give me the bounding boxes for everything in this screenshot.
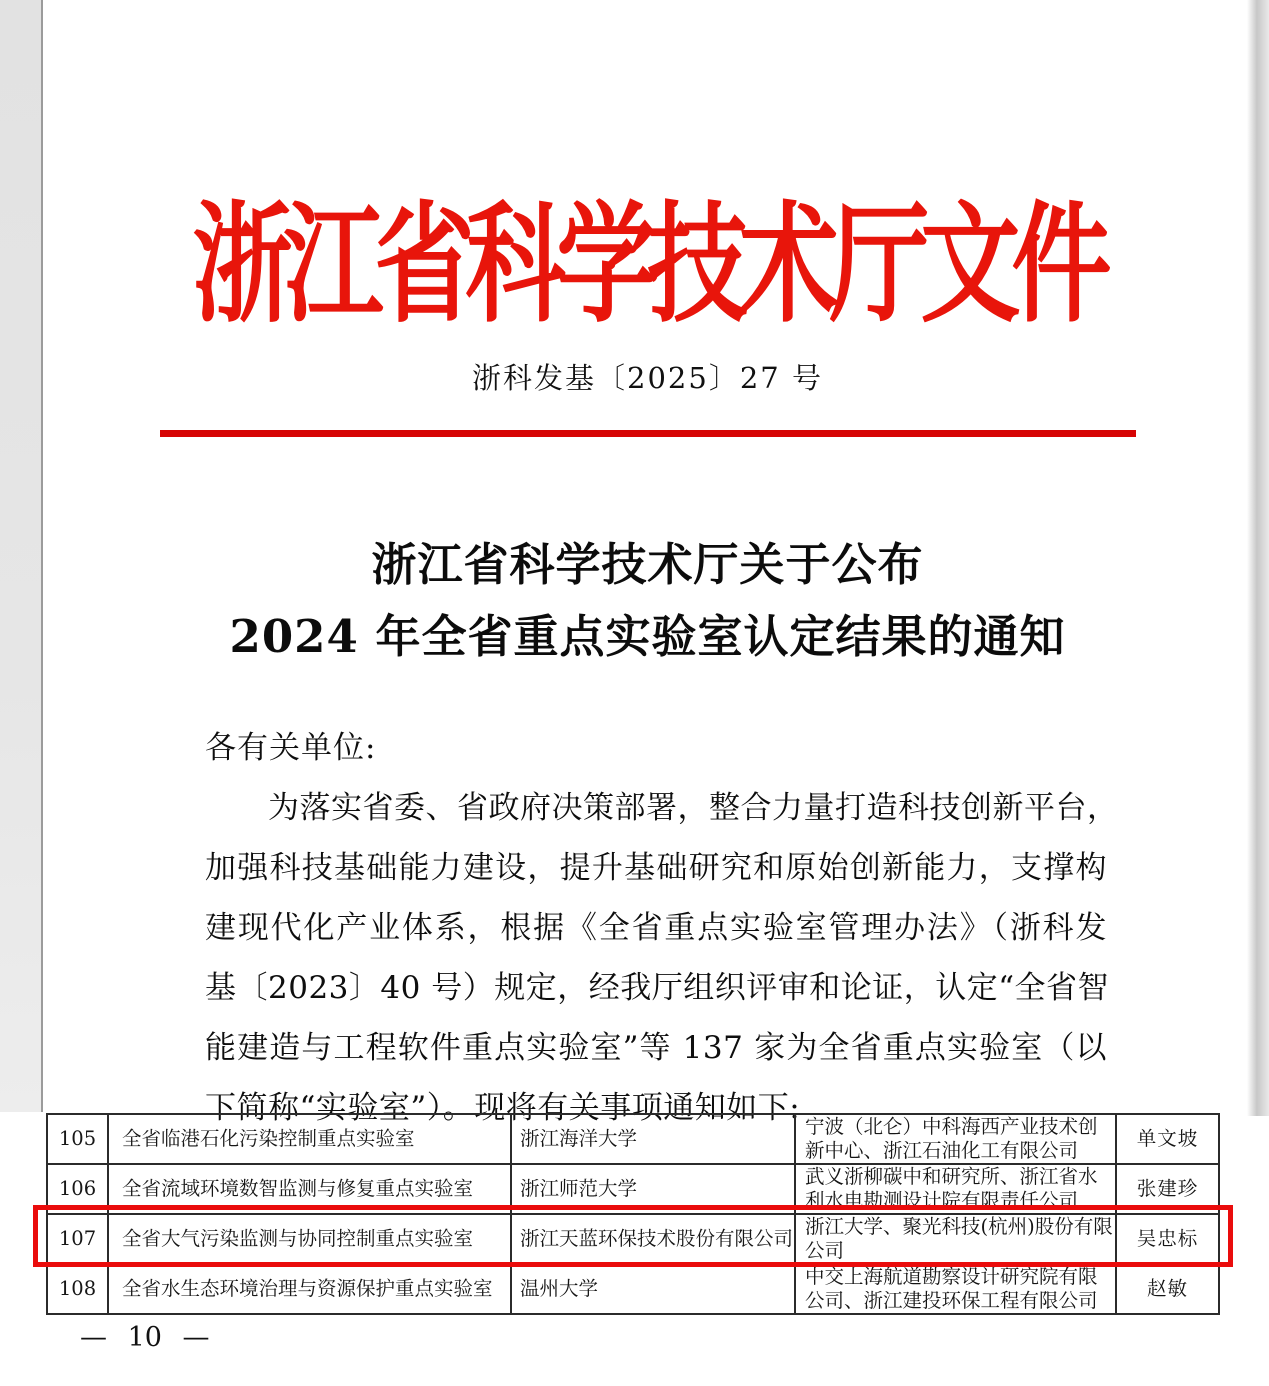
notice-title-line2: 2024 年全省重点实验室认定结果的通知: [229, 610, 1066, 663]
document-number: 浙科发基〔2025〕27 号: [472, 361, 823, 395]
row-number: 105: [47, 1114, 108, 1164]
lab-director: 吴忠标: [1116, 1214, 1219, 1264]
body-line: 下简称“实验室”）。现将有关事项通知如下:: [205, 1090, 801, 1126]
page-number: — 10 —: [80, 1322, 210, 1353]
body-line: 基〔2023〕40 号）规定，经我厅组织评审和论证，认定“全省智: [205, 970, 1110, 1006]
body-line: 加强科技基础能力建设，提升基础研究和原始创新能力，支撑构: [205, 850, 1107, 886]
notice-title-line1: 浙江省科学技术厅关于公布: [371, 538, 924, 591]
lab-name: 全省水生态环境治理与资源保护重点实验室: [108, 1264, 511, 1314]
row-number: 108: [47, 1264, 108, 1314]
partner-institutions: 武义浙柳碳中和研究所、浙江省水利水电勘测设计院有限责任公司: [795, 1164, 1116, 1214]
body-line: 为落实省委、省政府决策部署，整合力量打造科技创新平台，: [268, 790, 1119, 826]
lab-director: 单文坡: [1116, 1114, 1219, 1164]
table-row-108: [47, 1264, 1219, 1314]
agency-letterhead-title: 浙江省科学技术厅文件: [192, 187, 1103, 341]
partner-institutions: 宁波（北仑）中科海西产业技术创新中心、浙江石油化工有限公司: [795, 1114, 1116, 1164]
body-line: 建现代化产业体系，根据《全省重点实验室管理办法》（浙科发: [205, 910, 1107, 946]
table-row-106: [47, 1164, 1219, 1214]
lab-name: 全省大气污染监测与协同控制重点实验室: [108, 1214, 511, 1264]
row-number: 107: [47, 1214, 108, 1264]
page-edge-left: [0, 0, 43, 1112]
host-institution: 浙江师范大学: [511, 1164, 795, 1214]
row-number: 106: [47, 1164, 108, 1214]
page-edge-right: [1247, 0, 1269, 1116]
partner-institutions: 中交上海航道勘察设计研究院有限公司、浙江建投环保工程有限公司: [795, 1264, 1116, 1314]
partner-institutions: 浙江大学、聚光科技(杭州)股份有限公司: [795, 1214, 1116, 1264]
lab-name: 全省临港石化污染控制重点实验室: [108, 1114, 511, 1164]
lab-name: 全省流域环境数智监测与修复重点实验室: [108, 1164, 511, 1214]
salutation: 各有关单位:: [205, 730, 377, 766]
table-row-105: [47, 1114, 1219, 1164]
laboratory-table: [46, 1113, 1218, 1315]
body-paragraph: [205, 778, 1119, 1138]
body-line: 能建造与工程软件重点实验室”等 137 家为全省重点实验室（以: [205, 1030, 1107, 1066]
lab-director: 赵敏: [1116, 1264, 1219, 1314]
host-institution: 浙江海洋大学: [511, 1114, 795, 1164]
host-institution: 浙江天蓝环保技术股份有限公司: [511, 1214, 795, 1264]
lab-director: 张建珍: [1116, 1164, 1219, 1214]
red-divider-line: [160, 430, 1136, 437]
host-institution: 温州大学: [511, 1264, 795, 1314]
table-row-107-highlighted: [47, 1214, 1219, 1264]
